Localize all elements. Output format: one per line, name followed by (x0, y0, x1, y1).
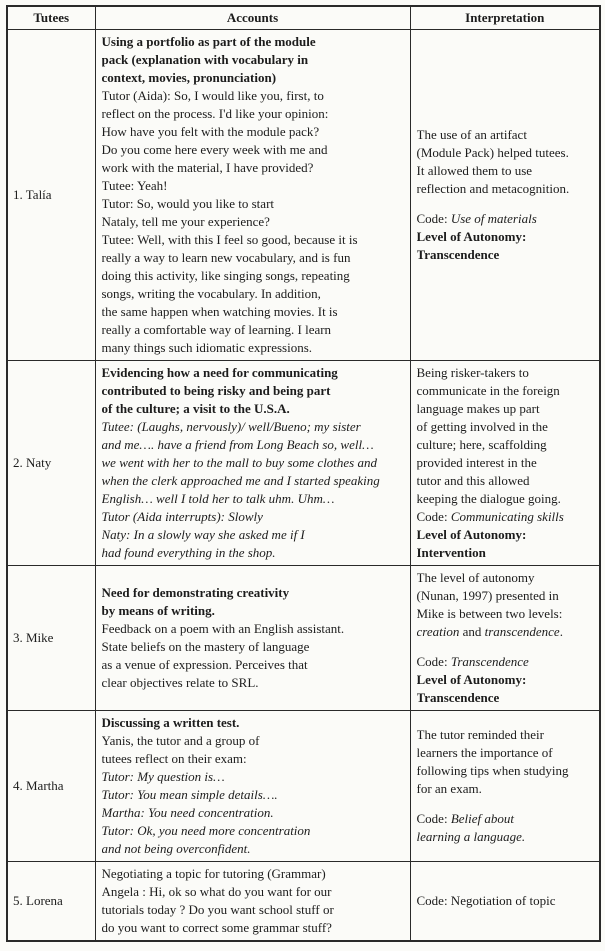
text-span: Naty: In a slowly way she asked me if I (101, 527, 305, 542)
text-span: Code: (416, 811, 451, 826)
text-line (102, 454, 404, 472)
text-span: Using a portfolio as part of the module (101, 34, 316, 49)
text-span: by means of writing. (101, 603, 215, 618)
text-line (102, 231, 404, 249)
tutee-name: 5. Lorena (7, 862, 95, 942)
text-line (417, 382, 594, 400)
text-line (102, 400, 404, 418)
text-line (417, 892, 594, 910)
text-span: Belief about (450, 811, 514, 826)
interpretation-cell (410, 361, 600, 566)
text-span: Feedback on a poem with an English assistant. (101, 621, 345, 636)
text-span: had found everything in the shop. (101, 545, 276, 560)
text-line (102, 213, 404, 231)
text-span: Do you come here every week with me and (101, 142, 328, 157)
text-line (102, 69, 404, 87)
text-span: context, movies, pronunciation) (101, 70, 277, 85)
text-line (417, 780, 594, 798)
autonomy-accounts-table (6, 5, 601, 942)
text-line (102, 865, 404, 883)
text-span: we went with her to the mall to buy some clothes and (101, 455, 377, 470)
text-line (102, 51, 404, 69)
text-span: creation (416, 624, 460, 639)
text-line (102, 490, 404, 508)
text-line (417, 671, 594, 689)
text-span: communicate in the foreign (416, 383, 560, 398)
text-span: contributed to being risky and being part (101, 383, 331, 398)
text-span: Use of materials (450, 211, 537, 226)
header-interpretation: Interpretation (410, 6, 600, 30)
text-line (102, 786, 404, 804)
interpretation-cell (410, 711, 600, 862)
text-span: Being risker-takers to (416, 365, 529, 380)
text-span: for an exam. (416, 781, 482, 796)
text-span: tutor and this allowed (416, 473, 530, 488)
interpretation-cell (410, 566, 600, 711)
table-row (7, 711, 600, 862)
text-span: (Nunan, 1997) presented in (416, 588, 559, 603)
text-line (102, 840, 404, 858)
text-span: How have you felt with the module pack? (101, 124, 320, 139)
text-line (417, 653, 594, 671)
text-line (417, 689, 594, 707)
text-span: Nataly, tell me your experience? (101, 214, 270, 229)
text-span: Tutee: Well, with this I feel so good, because it is (101, 232, 358, 247)
text-line (102, 768, 404, 786)
interpretation-cell (410, 30, 600, 361)
text-span: culture; here, scaffolding (416, 437, 547, 452)
text-span: reflection and metacognition. (416, 181, 570, 196)
text-line (417, 587, 594, 605)
text-span: Transcendence (450, 654, 529, 669)
text-line (102, 901, 404, 919)
text-span: really a comfortable way of learning. I learn (101, 322, 332, 337)
text-line (102, 544, 404, 562)
text-line (102, 303, 404, 321)
account-cell (95, 862, 410, 942)
text-line (102, 249, 404, 267)
table-row (7, 30, 600, 361)
text-line (102, 123, 404, 141)
text-line (102, 656, 404, 674)
text-span: Level of Autonomy: (416, 672, 527, 687)
header-row (7, 6, 600, 30)
text-span: The level of autonomy (416, 570, 535, 585)
text-line (417, 490, 594, 508)
text-line (417, 364, 594, 382)
text-span: Tutee: (Laughs, nervously)/ well/Bueno; my sister (101, 419, 361, 434)
text-line (417, 569, 594, 587)
text-line (102, 177, 404, 195)
text-span: Tutor: So, would you like to start (101, 196, 275, 211)
text-line (102, 141, 404, 159)
text-span: tutorials today ? Do you want school stuff or (101, 902, 334, 917)
text-line (102, 602, 404, 620)
text-span: work with the material, I have provided? (101, 160, 314, 175)
text-line (417, 726, 594, 744)
text-line (102, 750, 404, 768)
text-line (102, 285, 404, 303)
text-line (102, 418, 404, 436)
text-line (417, 210, 594, 228)
text-span: Tutor (Aida): So, I would like you, first, to (101, 88, 324, 103)
table-header (7, 6, 600, 30)
text-line (417, 400, 594, 418)
text-line (417, 436, 594, 454)
account-cell (95, 711, 410, 862)
table-row (7, 862, 600, 942)
text-span: It allowed them to use (416, 163, 533, 178)
text-span: and (459, 624, 485, 639)
table-row (7, 566, 600, 711)
text-span: Level of Autonomy: (416, 527, 527, 542)
text-span: and not being overconfident. (101, 841, 251, 856)
text-line (417, 828, 594, 846)
account-cell (95, 361, 410, 566)
text-span: clear objectives relate to SRL. (101, 675, 259, 690)
text-span: Angela : Hi, ok so what do you want for our (101, 884, 332, 899)
text-line (417, 810, 594, 828)
text-span: Intervention (416, 545, 486, 560)
text-span: The tutor reminded their (416, 727, 544, 742)
text-line (417, 744, 594, 762)
text-span: Martha: You need concentration. (101, 805, 274, 820)
text-span: provided interest in the (416, 455, 537, 470)
text-line (102, 804, 404, 822)
text-span: language makes up part (416, 401, 540, 416)
text-span: of getting involved in the (416, 419, 548, 434)
text-line (102, 472, 404, 490)
text-line (102, 508, 404, 526)
text-span: learning a language. (416, 829, 526, 844)
text-line (102, 822, 404, 840)
text-line (102, 382, 404, 400)
text-span: Evidencing how a need for communicating (101, 365, 338, 380)
text-span: Transcendence (416, 247, 500, 262)
text-span: really a way to learn new vocabulary, and is fun (101, 250, 351, 265)
text-line (102, 195, 404, 213)
text-span: Mike is between two levels: (416, 606, 563, 621)
text-line (102, 33, 404, 51)
text-line (417, 472, 594, 490)
text-line (417, 126, 594, 144)
text-line (417, 623, 594, 641)
text-line (102, 883, 404, 901)
text-span: Tutor: Ok, you need more concentration (101, 823, 311, 838)
text-span: State beliefs on the mastery of language (101, 639, 310, 654)
blank-line (417, 198, 594, 210)
blank-line (417, 798, 594, 810)
text-span: Tutor: You mean simple details…. (101, 787, 278, 802)
text-line (102, 87, 404, 105)
text-line (102, 584, 404, 602)
text-line (102, 732, 404, 750)
text-line (417, 162, 594, 180)
text-span: Tutor (Aida interrupts): Slowly (101, 509, 263, 524)
text-span: doing this activity, like singing songs, repeating (101, 268, 350, 283)
text-line (102, 674, 404, 692)
blank-line (417, 641, 594, 653)
text-line (102, 919, 404, 937)
text-line (417, 144, 594, 162)
text-line (102, 105, 404, 123)
table-row (7, 361, 600, 566)
text-line (417, 454, 594, 472)
text-line (417, 180, 594, 198)
text-line (102, 159, 404, 177)
text-span: Tutor: My question is… (101, 769, 225, 784)
text-span: Tutee: Yeah! (101, 178, 168, 193)
text-line (417, 508, 594, 526)
text-span: Communicating skills (450, 509, 564, 524)
text-span: as a venue of expression. Perceives that (101, 657, 308, 672)
text-line (417, 228, 594, 246)
text-span: learners the importance of (416, 745, 553, 760)
text-span: Negotiating a topic for tutoring (Grammar) (101, 866, 326, 881)
text-line (102, 526, 404, 544)
text-span: Yanis, the tutor and a group of (101, 733, 260, 748)
text-span: Code: Negotiation of topic (416, 893, 556, 908)
header-tutees: Tutees (7, 6, 95, 30)
text-span: many things such idiomatic expressions. (101, 340, 313, 355)
text-span: Need for demonstrating creativity (101, 585, 290, 600)
text-span: Transcendence (416, 690, 500, 705)
header-accounts: Accounts (95, 6, 410, 30)
text-span: when the clerk approached me and I started speaking (101, 473, 380, 488)
text-line (102, 620, 404, 638)
text-span: The use of an artifact (416, 127, 527, 142)
interpretation-cell (410, 862, 600, 942)
text-span: keeping the dialogue going. (416, 491, 561, 506)
text-span: (Module Pack) helped tutees. (416, 145, 569, 160)
text-line (102, 321, 404, 339)
tutee-name: 1. Talía (7, 30, 95, 361)
tutee-name: 3. Mike (7, 566, 95, 711)
table-body (7, 30, 600, 942)
text-span: . (559, 624, 563, 639)
text-span: pack (explanation with vocabulary in (101, 52, 309, 67)
text-span: tutees reflect on their exam: (101, 751, 247, 766)
text-span: English… well I told her to talk uhm. Uhm… (101, 491, 335, 506)
text-span: and me…. have a friend from Long Beach so, well… (101, 437, 374, 452)
text-line (102, 364, 404, 382)
text-line (417, 762, 594, 780)
text-span: do you want to correct some grammar stuff? (101, 920, 332, 935)
text-line (417, 605, 594, 623)
tutee-name: 2. Naty (7, 361, 95, 566)
tutee-name: 4. Martha (7, 711, 95, 862)
text-line (417, 526, 594, 544)
text-span: songs, writing the vocabulary. In addition, (101, 286, 321, 301)
text-span: the same happen when watching movies. It is (101, 304, 338, 319)
text-line (417, 246, 594, 264)
text-span: following tips when studying (416, 763, 569, 778)
text-line (102, 714, 404, 732)
text-line (102, 339, 404, 357)
text-span: Code: (416, 509, 451, 524)
text-span: Level of Autonomy: (416, 229, 527, 244)
text-line (102, 436, 404, 454)
text-span: reflect on the process. I'd like your opinion: (101, 106, 329, 121)
account-cell (95, 566, 410, 711)
text-span: Code: (416, 211, 451, 226)
text-line (417, 544, 594, 562)
account-cell (95, 30, 410, 361)
text-span: transcendence (484, 624, 560, 639)
text-line (102, 638, 404, 656)
text-line (417, 418, 594, 436)
text-line (102, 267, 404, 285)
text-span: Code: (416, 654, 451, 669)
text-span: of the culture; a visit to the U.S.A. (101, 401, 290, 416)
text-span: Discussing a written test. (101, 715, 240, 730)
